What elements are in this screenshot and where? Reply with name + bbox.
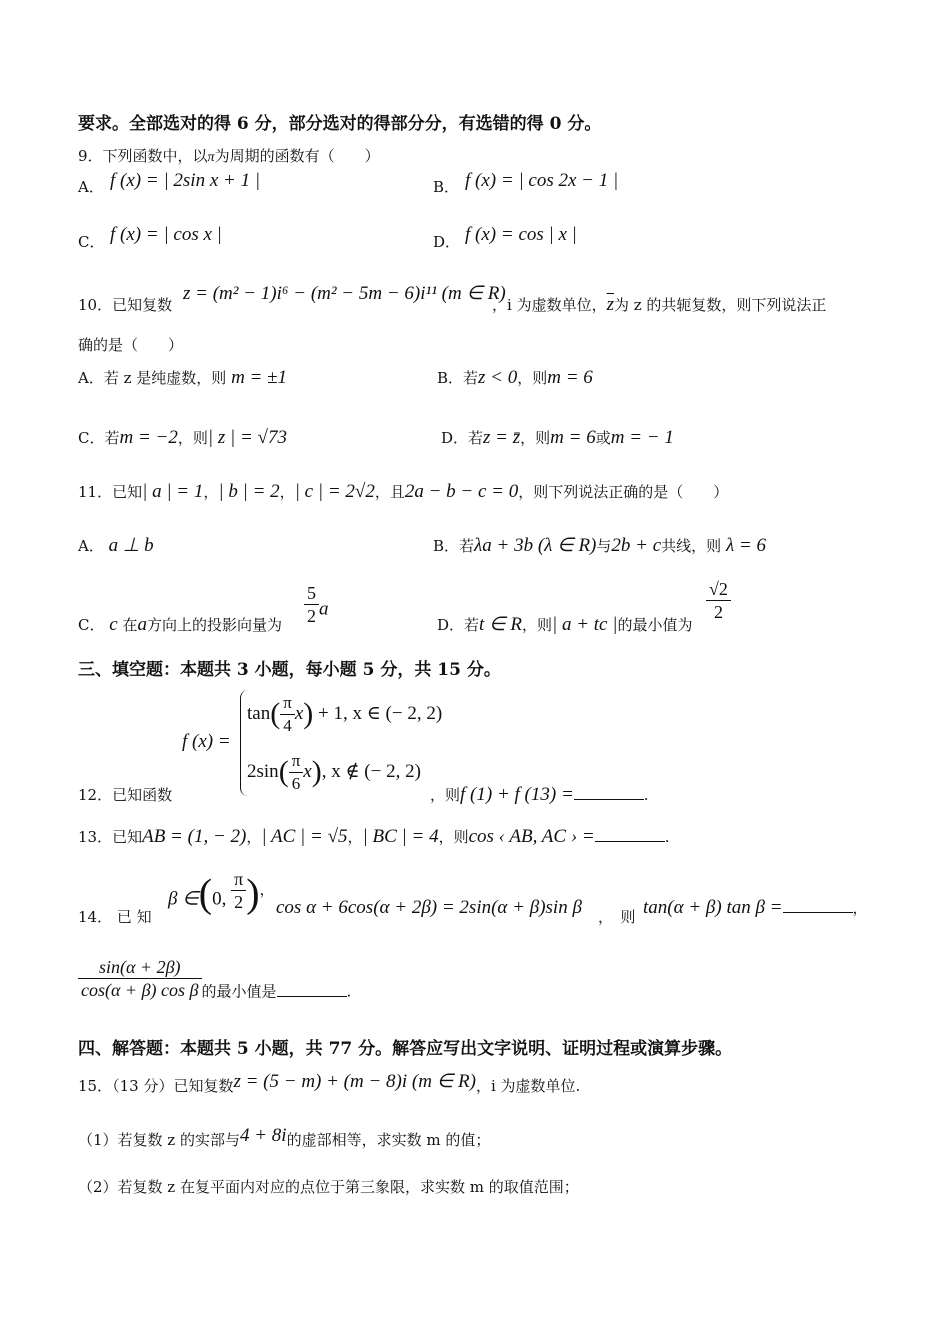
q11-option-d-fraction: $\frac{√2}{2}$ xyxy=(706,578,731,623)
q10-option-b: B．若z < 0，则m = 6 xyxy=(437,367,593,388)
section-requirement: 要求。全部选对的得 6 分，部分选对的得部分分，有选错的得 0 分。 xyxy=(78,114,602,134)
q12-case-2: 2sin( $\frac{\pi}{6}$ x), x ∉ (− 2, 2) xyxy=(247,751,421,793)
q15-part-2: （2）若复数 z 在复平面内对应的点位于第三象限，求实数 m 的取值范围； xyxy=(78,1178,579,1196)
q10-stem-mid: ，i 为虚数单位，$\overline{z}$为 z 的共轭复数，则下列说法正 xyxy=(492,294,827,315)
q11-option-a: A． a ⊥ b xyxy=(78,535,154,556)
q14-fraction-line: $\frac{\sin(\alpha + 2\beta)}{\text{cos(α + β) cos β}}$ 的最小值是 . xyxy=(78,956,351,1003)
q13-answer-blank[interactable] xyxy=(595,827,665,842)
q14-stem: 14． 已 知 xyxy=(78,908,152,926)
q14-then: ， 则 xyxy=(598,908,636,926)
q10-stem-end: 确的是（ ） xyxy=(78,336,184,354)
q9-option-a-math: f (x) = | 2sin x + 1 | xyxy=(110,170,261,191)
q11-option-c: C． c 在a方向上的投影向量为 xyxy=(78,614,283,635)
q9-option-a: A． xyxy=(78,178,104,196)
q12-stem: 12．已知函数 xyxy=(78,786,173,804)
section-3-heading: 三、填空题：本题共 3 小题，每小题 5 分，共 15 分。 xyxy=(78,660,501,680)
q9-option-d: D． xyxy=(433,233,461,251)
q14-answer-blank-1[interactable] xyxy=(783,898,853,913)
q14-answer-blank-2[interactable] xyxy=(277,982,347,997)
q13-stem: 13．已知AB = (1, − 2)，| AC | = √5，| BC | = 4，则cos ‹ AB, AC › = . xyxy=(78,826,670,847)
q14-beta-range: β ∈(0, $\frac{\pi}{2}$ )， xyxy=(168,869,275,916)
q12-case-1: tan( $\frac{\pi}{4}$ x) + 1, x ∈ (− 2, 2) xyxy=(247,693,443,735)
q9-option-d-math: f (x) = cos | x | xyxy=(465,224,577,245)
q10-stem-prefix: 10．已知复数 xyxy=(78,296,173,314)
q14-ask: tan(α + β) tan β = ， xyxy=(643,897,868,918)
q10-option-d: D．若z = z̄，则m = 6或m = − 1 xyxy=(441,427,674,448)
q14-equation: cos α + 6cos(α + 2β) = 2sin(α + β)sin β xyxy=(276,897,582,918)
q9-option-b-math: f (x) = | cos 2x − 1 | xyxy=(465,170,619,191)
q9-option-c-math: f (x) = | cos x | xyxy=(110,224,222,245)
q10-option-a: A．若 z 是纯虚数，则 m = ±1 xyxy=(78,367,288,388)
q10-option-c: C．若m = −2，则| z | = √73 xyxy=(78,427,287,448)
q9-option-b: B． xyxy=(433,178,460,196)
q12-fx: f (x) = xyxy=(182,731,231,752)
q10-z-formula: z = (m² − 1)i⁶ − (m² − 5m − 6)i¹¹ (m ∈ R) xyxy=(183,283,506,304)
q15-part-1: （1）若复数 z 的实部与4 + 8i的虚部相等，求实数 m 的值； xyxy=(78,1125,491,1149)
q9-option-c: C． xyxy=(78,233,105,251)
q11-option-c-fraction: $\frac{5}{2}$ a xyxy=(304,582,329,627)
section-4-heading: 四、解答题：本题共 5 小题，共 77 分。解答应写出文字说明、证明过程或演算步骤。 xyxy=(78,1039,733,1059)
q11-stem: 11．已知| a | = 1，| b | = 2，| c | = 2√2，且2a − b − c = 0，则下列说法正确的是（ ） xyxy=(78,481,729,502)
q12-ask: ，则f (1) + f (13) = . xyxy=(430,784,649,805)
q15-stem: 15．（13 分）已知复数z = (5 − m) + (m − 8)i (m ∈ R)，i 为虚数单位. xyxy=(78,1071,581,1095)
q11-option-b: B．若λa + 3b (λ ∈ R)与2b + c共线，则 λ = 6 xyxy=(433,535,767,556)
q11-option-d: D．若t ∈ R，则| a + tc |的最小值为 xyxy=(437,614,693,635)
q9-stem: 9．下列函数中，以π为周期的函数有（ ） xyxy=(78,147,380,165)
q12-answer-blank[interactable] xyxy=(574,785,644,800)
